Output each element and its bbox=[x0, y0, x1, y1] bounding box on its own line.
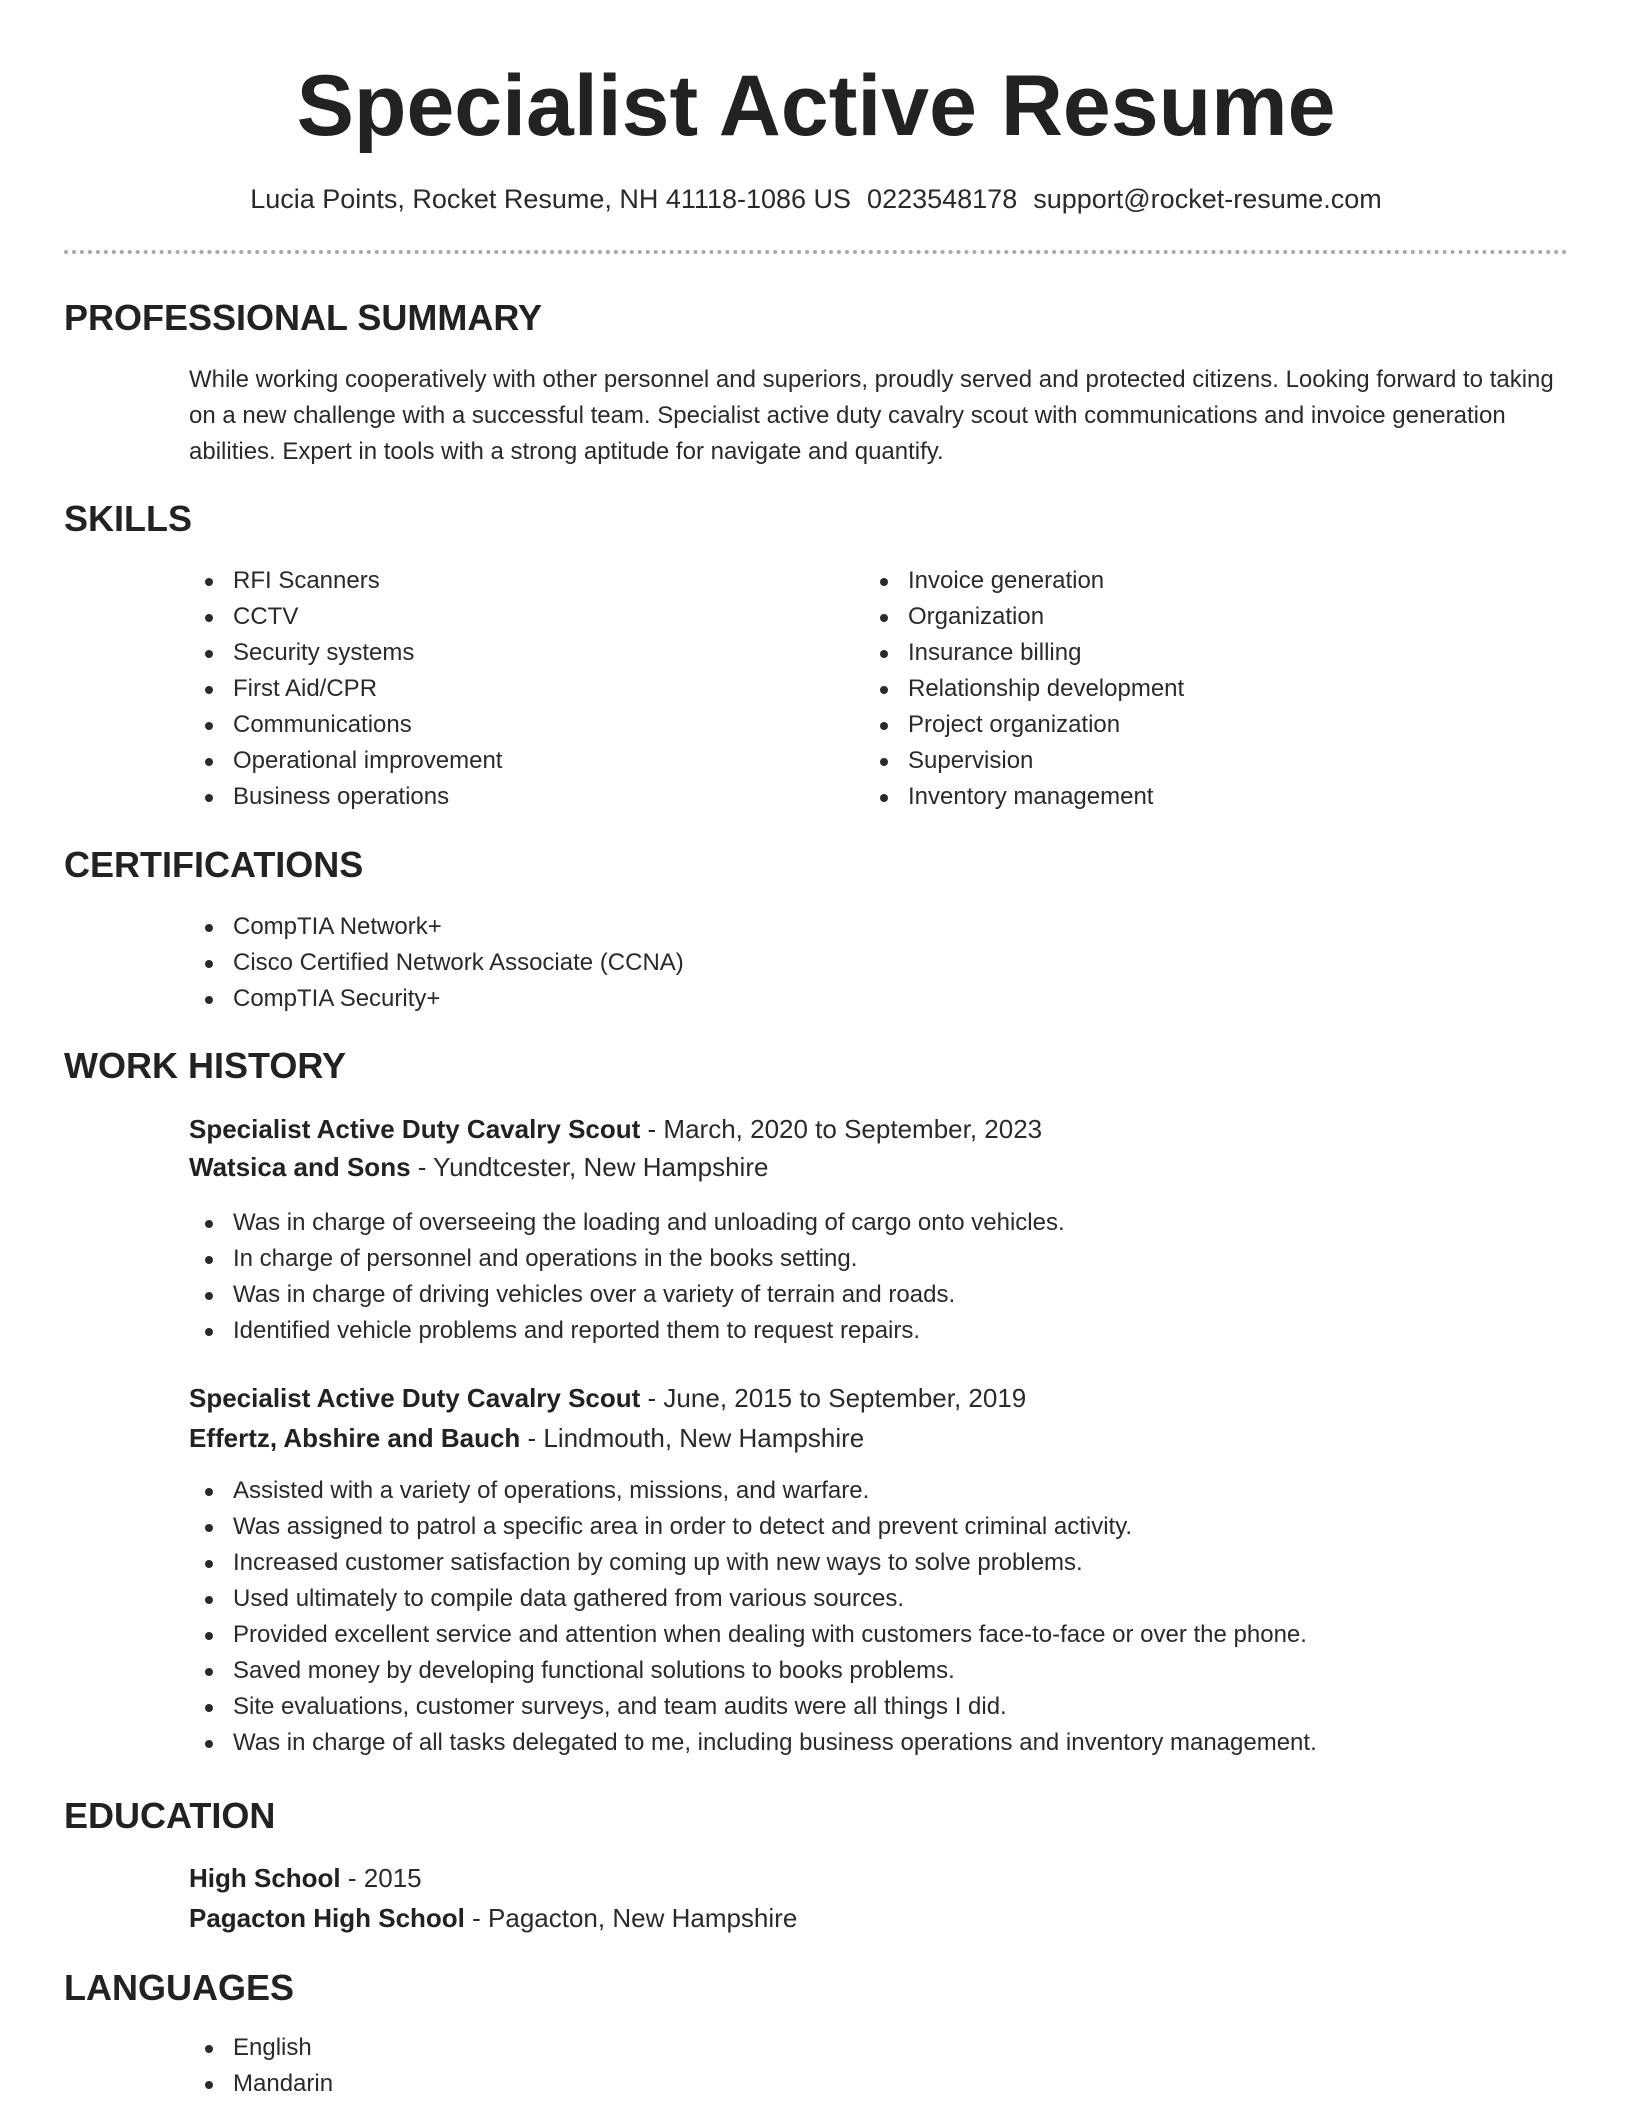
list-item: English bbox=[189, 2030, 333, 2066]
resume-name: Specialist Active Resume bbox=[296, 58, 1336, 154]
contact-email: support@rocket-resume.com bbox=[1033, 184, 1382, 214]
job-company: Watsica and Sons bbox=[189, 1152, 411, 1182]
languages-heading: LANGUAGES bbox=[64, 1967, 295, 2008]
list-item: Inventory management bbox=[864, 779, 1184, 815]
list-item: Communications bbox=[189, 707, 502, 743]
job-dates: - March, 2020 to September, 2023 bbox=[640, 1114, 1043, 1144]
skills-list-right bbox=[864, 563, 1184, 815]
job-company-line bbox=[189, 1149, 768, 1185]
list-item: Relationship development bbox=[864, 671, 1184, 707]
list-item: Insurance billing bbox=[864, 635, 1184, 671]
list-item: Security systems bbox=[189, 635, 502, 671]
education-heading: EDUCATION bbox=[64, 1795, 276, 1836]
list-item: Was in charge of overseeing the loading and unloading of cargo onto vehicles. bbox=[189, 1205, 1065, 1241]
certifications-list bbox=[189, 909, 684, 1017]
skills-heading: SKILLS bbox=[64, 498, 193, 539]
list-item: Business operations bbox=[189, 779, 502, 815]
certifications-heading: CERTIFICATIONS bbox=[64, 844, 364, 885]
list-item: Supervision bbox=[864, 743, 1184, 779]
education-location: - Pagacton, New Hampshire bbox=[464, 1903, 798, 1933]
list-item: Organization bbox=[864, 599, 1184, 635]
header-divider bbox=[64, 250, 1568, 254]
education-degree-line bbox=[189, 1860, 422, 1896]
list-item: Increased customer satisfaction by coming up with new ways to solve problems. bbox=[189, 1545, 1317, 1581]
list-item: In charge of personnel and operations in the books setting. bbox=[189, 1241, 1065, 1277]
list-item: Was in charge of driving vehicles over a variety of terrain and roads. bbox=[189, 1277, 1065, 1313]
job-bullets bbox=[189, 1205, 1065, 1349]
list-item: CCTV bbox=[189, 599, 502, 635]
education-school-line bbox=[189, 1900, 797, 1936]
list-item: Saved money by developing functional solutions to books problems. bbox=[189, 1653, 1317, 1689]
summary-text: While working cooperatively with other personnel and superiors, proudly served and protected citizens. Looking forward to taking on a new challenge with a successful team. Specialist active duty cavalry scout with communications and invoice generation abilities. Expert in tools with a strong aptitude for navigate and quantify. bbox=[189, 366, 1554, 465]
job-title-line bbox=[189, 1380, 1026, 1416]
list-item: Project organization bbox=[864, 707, 1184, 743]
languages-list bbox=[189, 2030, 333, 2102]
contact-line bbox=[0, 182, 1632, 216]
contact-phone: 0223548178 bbox=[867, 184, 1018, 214]
job-company: Effertz, Abshire and Bauch bbox=[189, 1423, 521, 1453]
list-item: CompTIA Network+ bbox=[189, 909, 684, 945]
work-history-heading: WORK HISTORY bbox=[64, 1045, 347, 1086]
list-item: Invoice generation bbox=[864, 563, 1184, 599]
list-item: First Aid/CPR bbox=[189, 671, 502, 707]
list-item: Cisco Certified Network Associate (CCNA) bbox=[189, 945, 684, 981]
job-role: Specialist Active Duty Cavalry Scout bbox=[189, 1114, 641, 1144]
skills-list-left bbox=[189, 563, 502, 815]
list-item: RFI Scanners bbox=[189, 563, 502, 599]
list-item: CompTIA Security+ bbox=[189, 981, 684, 1017]
job-bullets bbox=[189, 1473, 1317, 1761]
list-item: Was in charge of all tasks delegated to me, including business operations and inventory management. bbox=[189, 1725, 1317, 1761]
list-item: Mandarin bbox=[189, 2066, 333, 2102]
summary-heading: PROFESSIONAL SUMMARY bbox=[64, 297, 543, 338]
job-role: Specialist Active Duty Cavalry Scout bbox=[189, 1383, 641, 1413]
job-location: - Lindmouth, New Hampshire bbox=[520, 1423, 865, 1453]
list-item: Was assigned to patrol a specific area in order to detect and prevent criminal activity. bbox=[189, 1509, 1317, 1545]
job-title-line bbox=[189, 1111, 1042, 1147]
education-degree: High School bbox=[189, 1863, 341, 1893]
job-company-line bbox=[189, 1420, 864, 1456]
list-item: Operational improvement bbox=[189, 743, 502, 779]
list-item: Provided excellent service and attention when dealing with customers face-to-face or over the phone. bbox=[189, 1617, 1317, 1653]
list-item: Assisted with a variety of operations, missions, and warfare. bbox=[189, 1473, 1317, 1509]
education-year: - 2015 bbox=[340, 1863, 422, 1893]
list-item: Used ultimately to compile data gathered from various sources. bbox=[189, 1581, 1317, 1617]
list-item: Identified vehicle problems and reported them to request repairs. bbox=[189, 1313, 1065, 1349]
job-location: - Yundtcester, New Hampshire bbox=[410, 1152, 769, 1182]
job-dates: - June, 2015 to September, 2019 bbox=[640, 1383, 1027, 1413]
contact-address: Lucia Points, Rocket Resume, NH 41118-1086 US bbox=[250, 184, 852, 214]
list-item: Site evaluations, customer surveys, and team audits were all things I did. bbox=[189, 1689, 1317, 1725]
education-school: Pagacton High School bbox=[189, 1903, 465, 1933]
